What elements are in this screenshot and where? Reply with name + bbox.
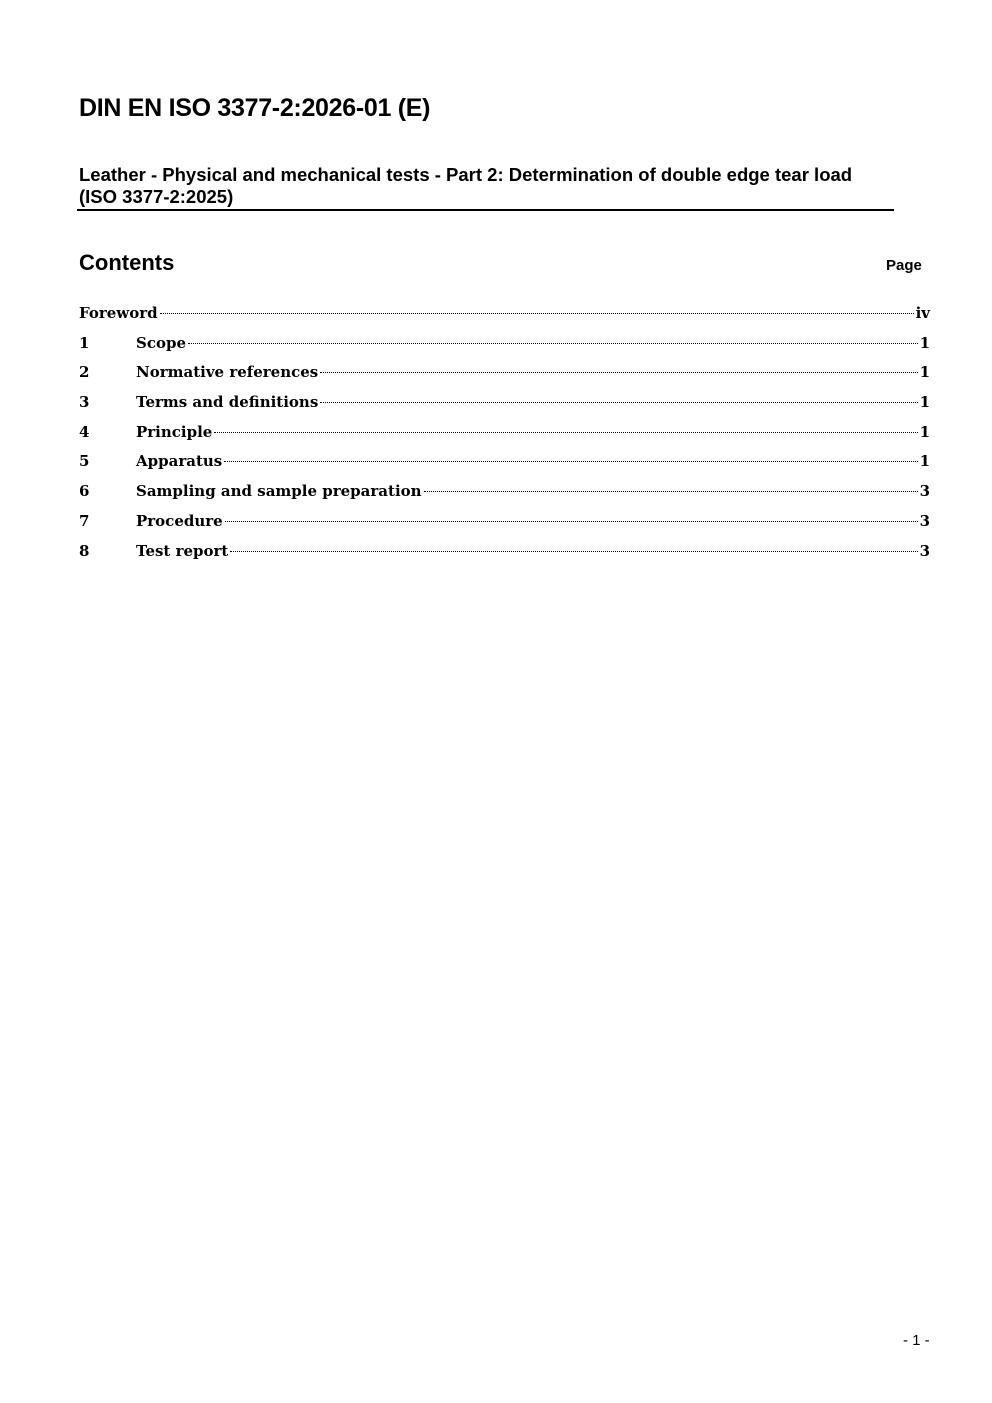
toc-entry-number: 1 [79, 333, 90, 352]
toc-entry-number: 6 [79, 482, 90, 501]
document-title: Leather - Physical and mechanical tests - Part 2: Determination of double edge tear load (ISO 3377-2:2025) [79, 164, 853, 207]
toc-entry-label: Test report [136, 541, 229, 560]
toc-dot-leader [225, 521, 918, 522]
toc-dot-leader [230, 551, 917, 552]
toc-dot-leader [320, 402, 917, 403]
toc-dot-leader [320, 372, 917, 373]
toc-entry-apparatus[interactable] [79, 448, 930, 478]
toc-entry-terms-and-definitions[interactable] [79, 389, 930, 419]
toc-entry-number: 2 [79, 363, 90, 382]
toc-entry-scope[interactable] [79, 330, 930, 360]
toc-dot-leader [160, 313, 914, 314]
toc-entry-page: 1 [919, 422, 930, 441]
contents-heading: Contents [79, 250, 175, 275]
toc-entry-page: 1 [919, 363, 930, 382]
title-divider [77, 209, 894, 211]
toc-entry-foreword[interactable] [79, 300, 930, 330]
toc-entry-page: 3 [919, 482, 930, 501]
toc-entry-label: Foreword [79, 304, 158, 322]
toc-entry-label: Terms and definitions [136, 393, 319, 412]
toc-entry-page: 3 [919, 541, 930, 560]
document-id: DIN EN ISO 3377-2:2026-01 (E) [79, 94, 431, 122]
toc-dot-leader [188, 343, 918, 344]
toc-entry-test-report[interactable] [79, 538, 930, 568]
toc-entry-label: Apparatus [136, 452, 223, 471]
toc-entry-page: 3 [919, 511, 930, 530]
toc-entry-number: 3 [79, 393, 90, 412]
page-column-label: Page [886, 257, 922, 274]
toc-entry-number: 5 [79, 452, 90, 471]
toc-entry-page: iv [915, 304, 930, 322]
toc-entry-number: 8 [79, 541, 90, 560]
toc-entry-label: Procedure [136, 511, 223, 530]
toc-entry-label: Scope [136, 333, 187, 352]
toc-entry-label: Principle [136, 422, 213, 441]
toc-dot-leader [224, 461, 917, 462]
toc-entry-number: 7 [79, 511, 90, 530]
toc-entry-label: Normative references [136, 363, 319, 382]
toc-entry-normative-references[interactable] [79, 359, 930, 389]
toc-entry-page: 1 [919, 393, 930, 412]
toc-entry-procedure[interactable] [79, 508, 930, 538]
toc-entry-label: Sampling and sample preparation [136, 482, 422, 501]
toc-dot-leader [424, 491, 918, 492]
toc-entry-number: 4 [79, 422, 90, 441]
toc-entry-page: 1 [919, 452, 930, 471]
toc-entry-page: 1 [919, 333, 930, 352]
footer-page-number: - 1 - [903, 1332, 930, 1349]
toc-entry-sampling[interactable] [79, 478, 930, 508]
table-of-contents [79, 300, 930, 567]
toc-dot-leader [214, 432, 917, 433]
toc-entry-principle[interactable] [79, 419, 930, 449]
